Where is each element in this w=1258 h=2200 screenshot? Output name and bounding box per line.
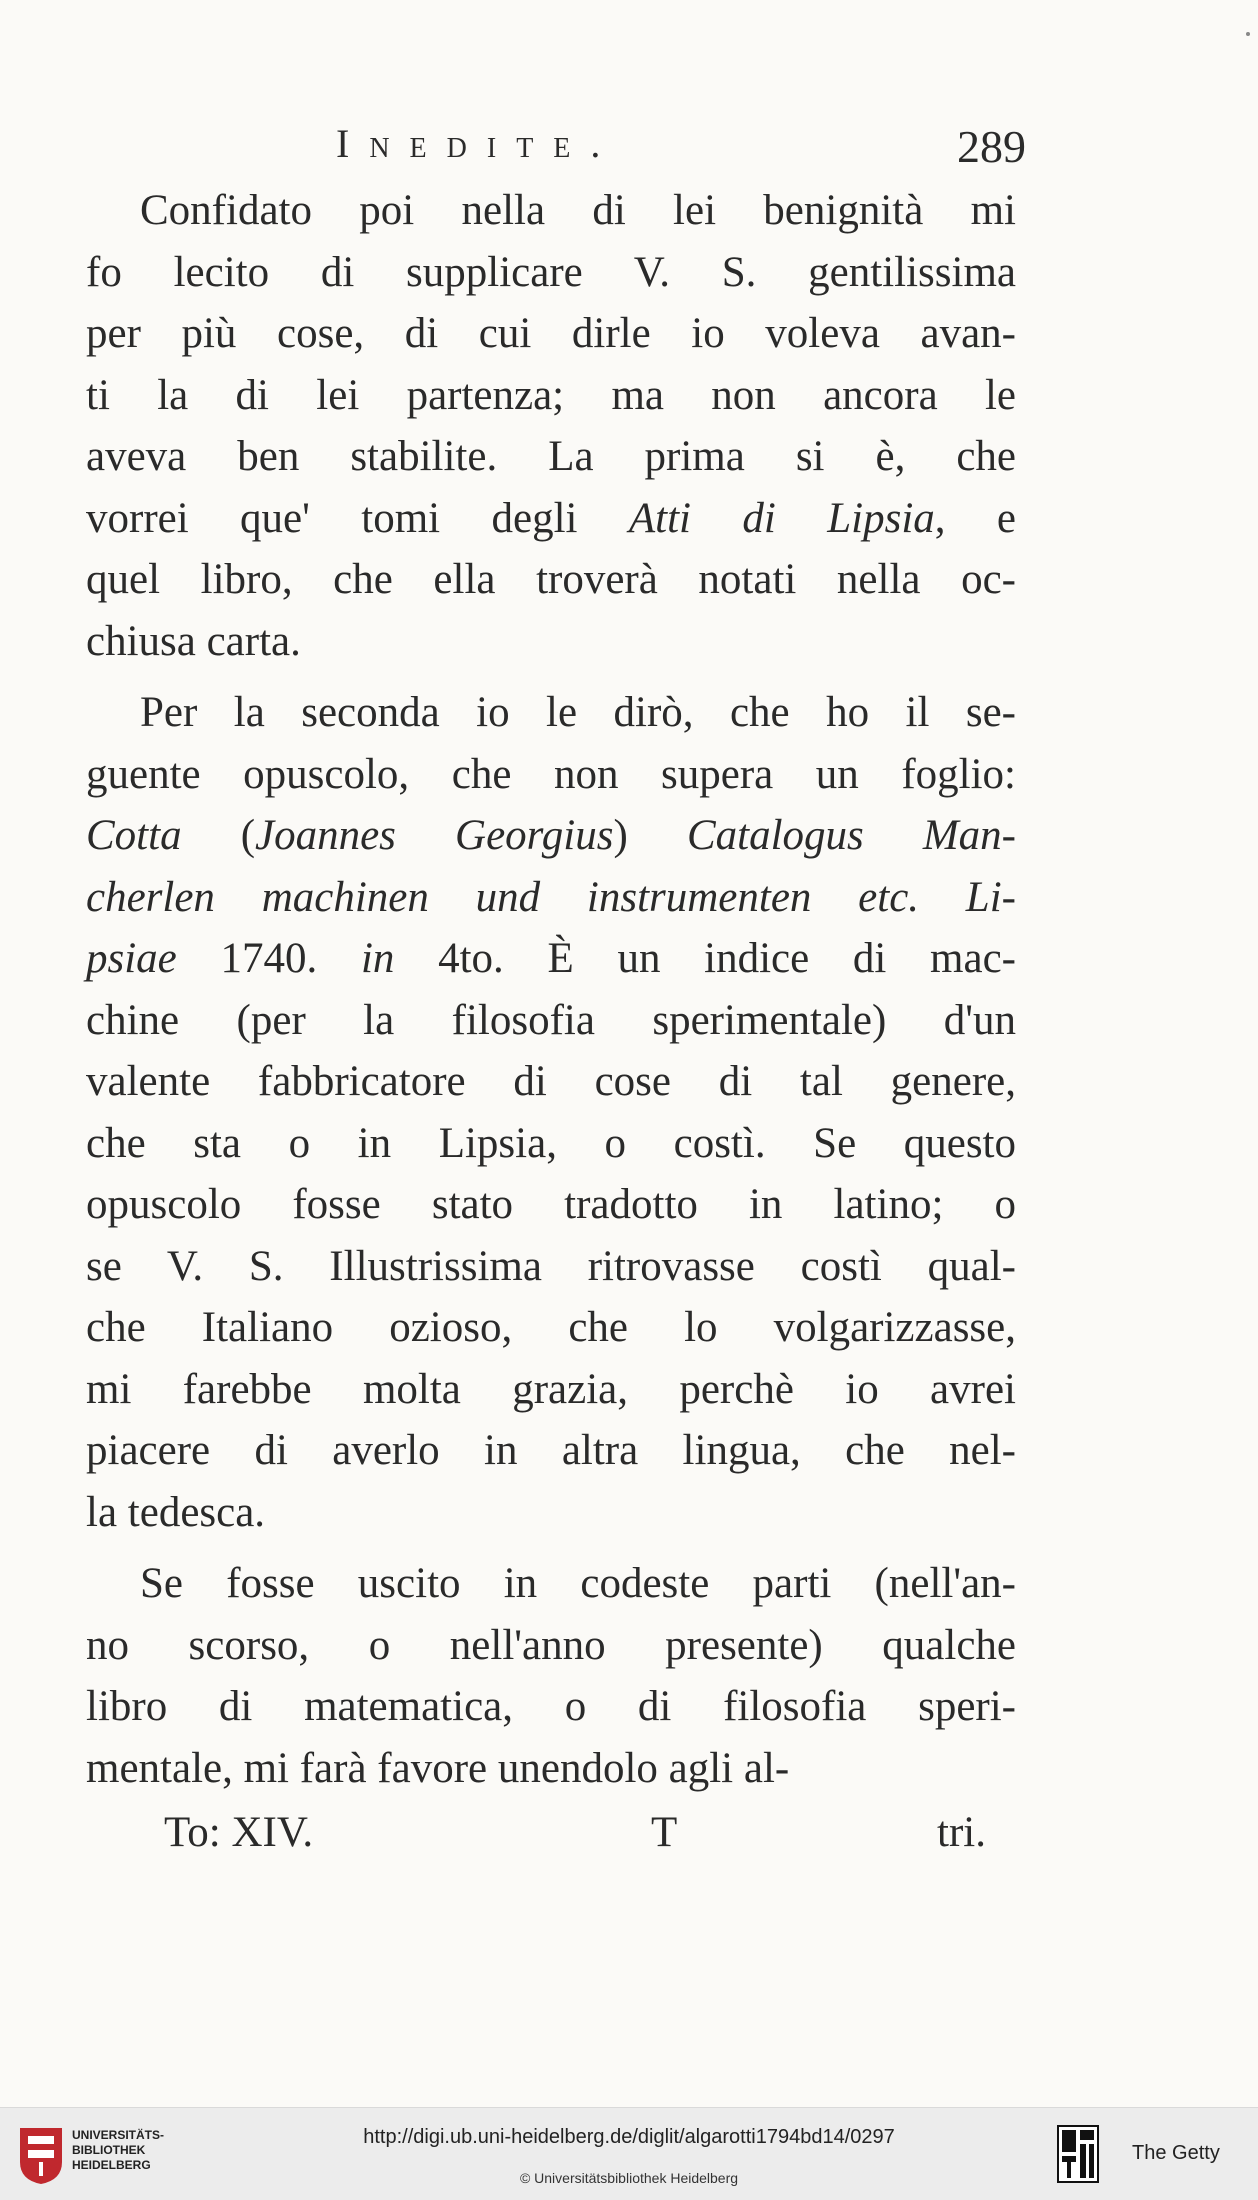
dust-speck	[1246, 32, 1250, 36]
text-line: che Italiano ozioso, che lo volgarizzasse,	[86, 1304, 1016, 1351]
running-title: Inedite.	[336, 121, 621, 166]
permalink[interactable]: http://digi.ub.uni-heidelberg.de/diglit/algarotti1794bd14/0297	[363, 2126, 895, 2148]
text-line: aveva ben stabilite. La prima si è, che	[86, 433, 1016, 480]
text-line: guente opuscolo, che non supera un foglio:	[86, 750, 1016, 798]
library-name: UNIVERSITÄTS- BIBLIOTHEK HEIDELBERG	[72, 2128, 165, 2172]
partner-name: The Getty	[1132, 2142, 1220, 2164]
text-line: piacere di averlo in altra lingua, che nel-	[86, 1427, 1016, 1474]
text-line: mentale, mi farà favore unendolo agli al-	[86, 1744, 790, 1792]
page-header	[86, 120, 1026, 180]
text-line: libro di matematica, o di filosofia speri-	[86, 1683, 1016, 1730]
page-number: 289	[957, 121, 1026, 172]
text-line: opuscolo fosse stato tradotto in latino; o	[86, 1181, 1016, 1228]
text-line: chiusa carta.	[86, 617, 301, 665]
catchword: tri.	[937, 1809, 986, 1856]
text-line: se V. S. Illustrissima ritrovasse costì qual-	[86, 1242, 1016, 1290]
text-line: quel libro, che ella troverà notati nella oc-	[86, 556, 1016, 603]
text-line: vorrei que' tomi degli Atti di Lipsia, e	[86, 494, 1016, 542]
text-line: no scorso, o nell'anno presente) qualche	[86, 1621, 1016, 1669]
text-line: valente fabbricatore di cose di tal genere,	[86, 1058, 1016, 1105]
text-line: Cotta (Joannes Georgius) Catalogus Man-	[86, 812, 1016, 859]
text-line: Per la seconda io le dirò, che ho il se-	[140, 689, 1016, 736]
signature-line	[86, 1808, 1016, 1870]
text-line: ti la di lei partenza; ma non ancora le	[86, 371, 1016, 419]
paragraph	[86, 682, 1016, 1543]
paragraph	[86, 1553, 1016, 1799]
text-line: che sta o in Lipsia, o costì. Se questo	[86, 1119, 1016, 1167]
text-line: psiae 1740. in 4to. È un indice di mac-	[86, 935, 1016, 982]
text-line: chine (per la filosofia sperimentale) d'un	[86, 996, 1016, 1044]
signature-mark: T	[651, 1809, 678, 1856]
viewer-footer	[0, 2107, 1258, 2200]
text-line: la tedesca.	[86, 1488, 266, 1536]
text-line: mi farebbe molta grazia, perchè io avrei	[86, 1365, 1016, 1413]
text-line: cherlen machinen und instrumenten etc. Li-	[86, 873, 1016, 921]
text-line: per più cose, di cui dirle io voleva avan-	[86, 310, 1016, 357]
copyright-notice: © Universitätsbibliothek Heidelberg	[519, 2170, 739, 2186]
paragraph	[86, 180, 1016, 672]
getty-logo-icon	[1056, 2122, 1100, 2186]
body-text	[86, 180, 1016, 1799]
text-line: fo lecito di supplicare V. S. gentilissima	[86, 248, 1016, 296]
text-line: Confidato poi nella di lei benignità mi	[140, 187, 1016, 234]
text-line: Se fosse uscito in codeste parti (nell'an-	[140, 1560, 1016, 1607]
volume-mark: To: XIV.	[164, 1809, 314, 1856]
